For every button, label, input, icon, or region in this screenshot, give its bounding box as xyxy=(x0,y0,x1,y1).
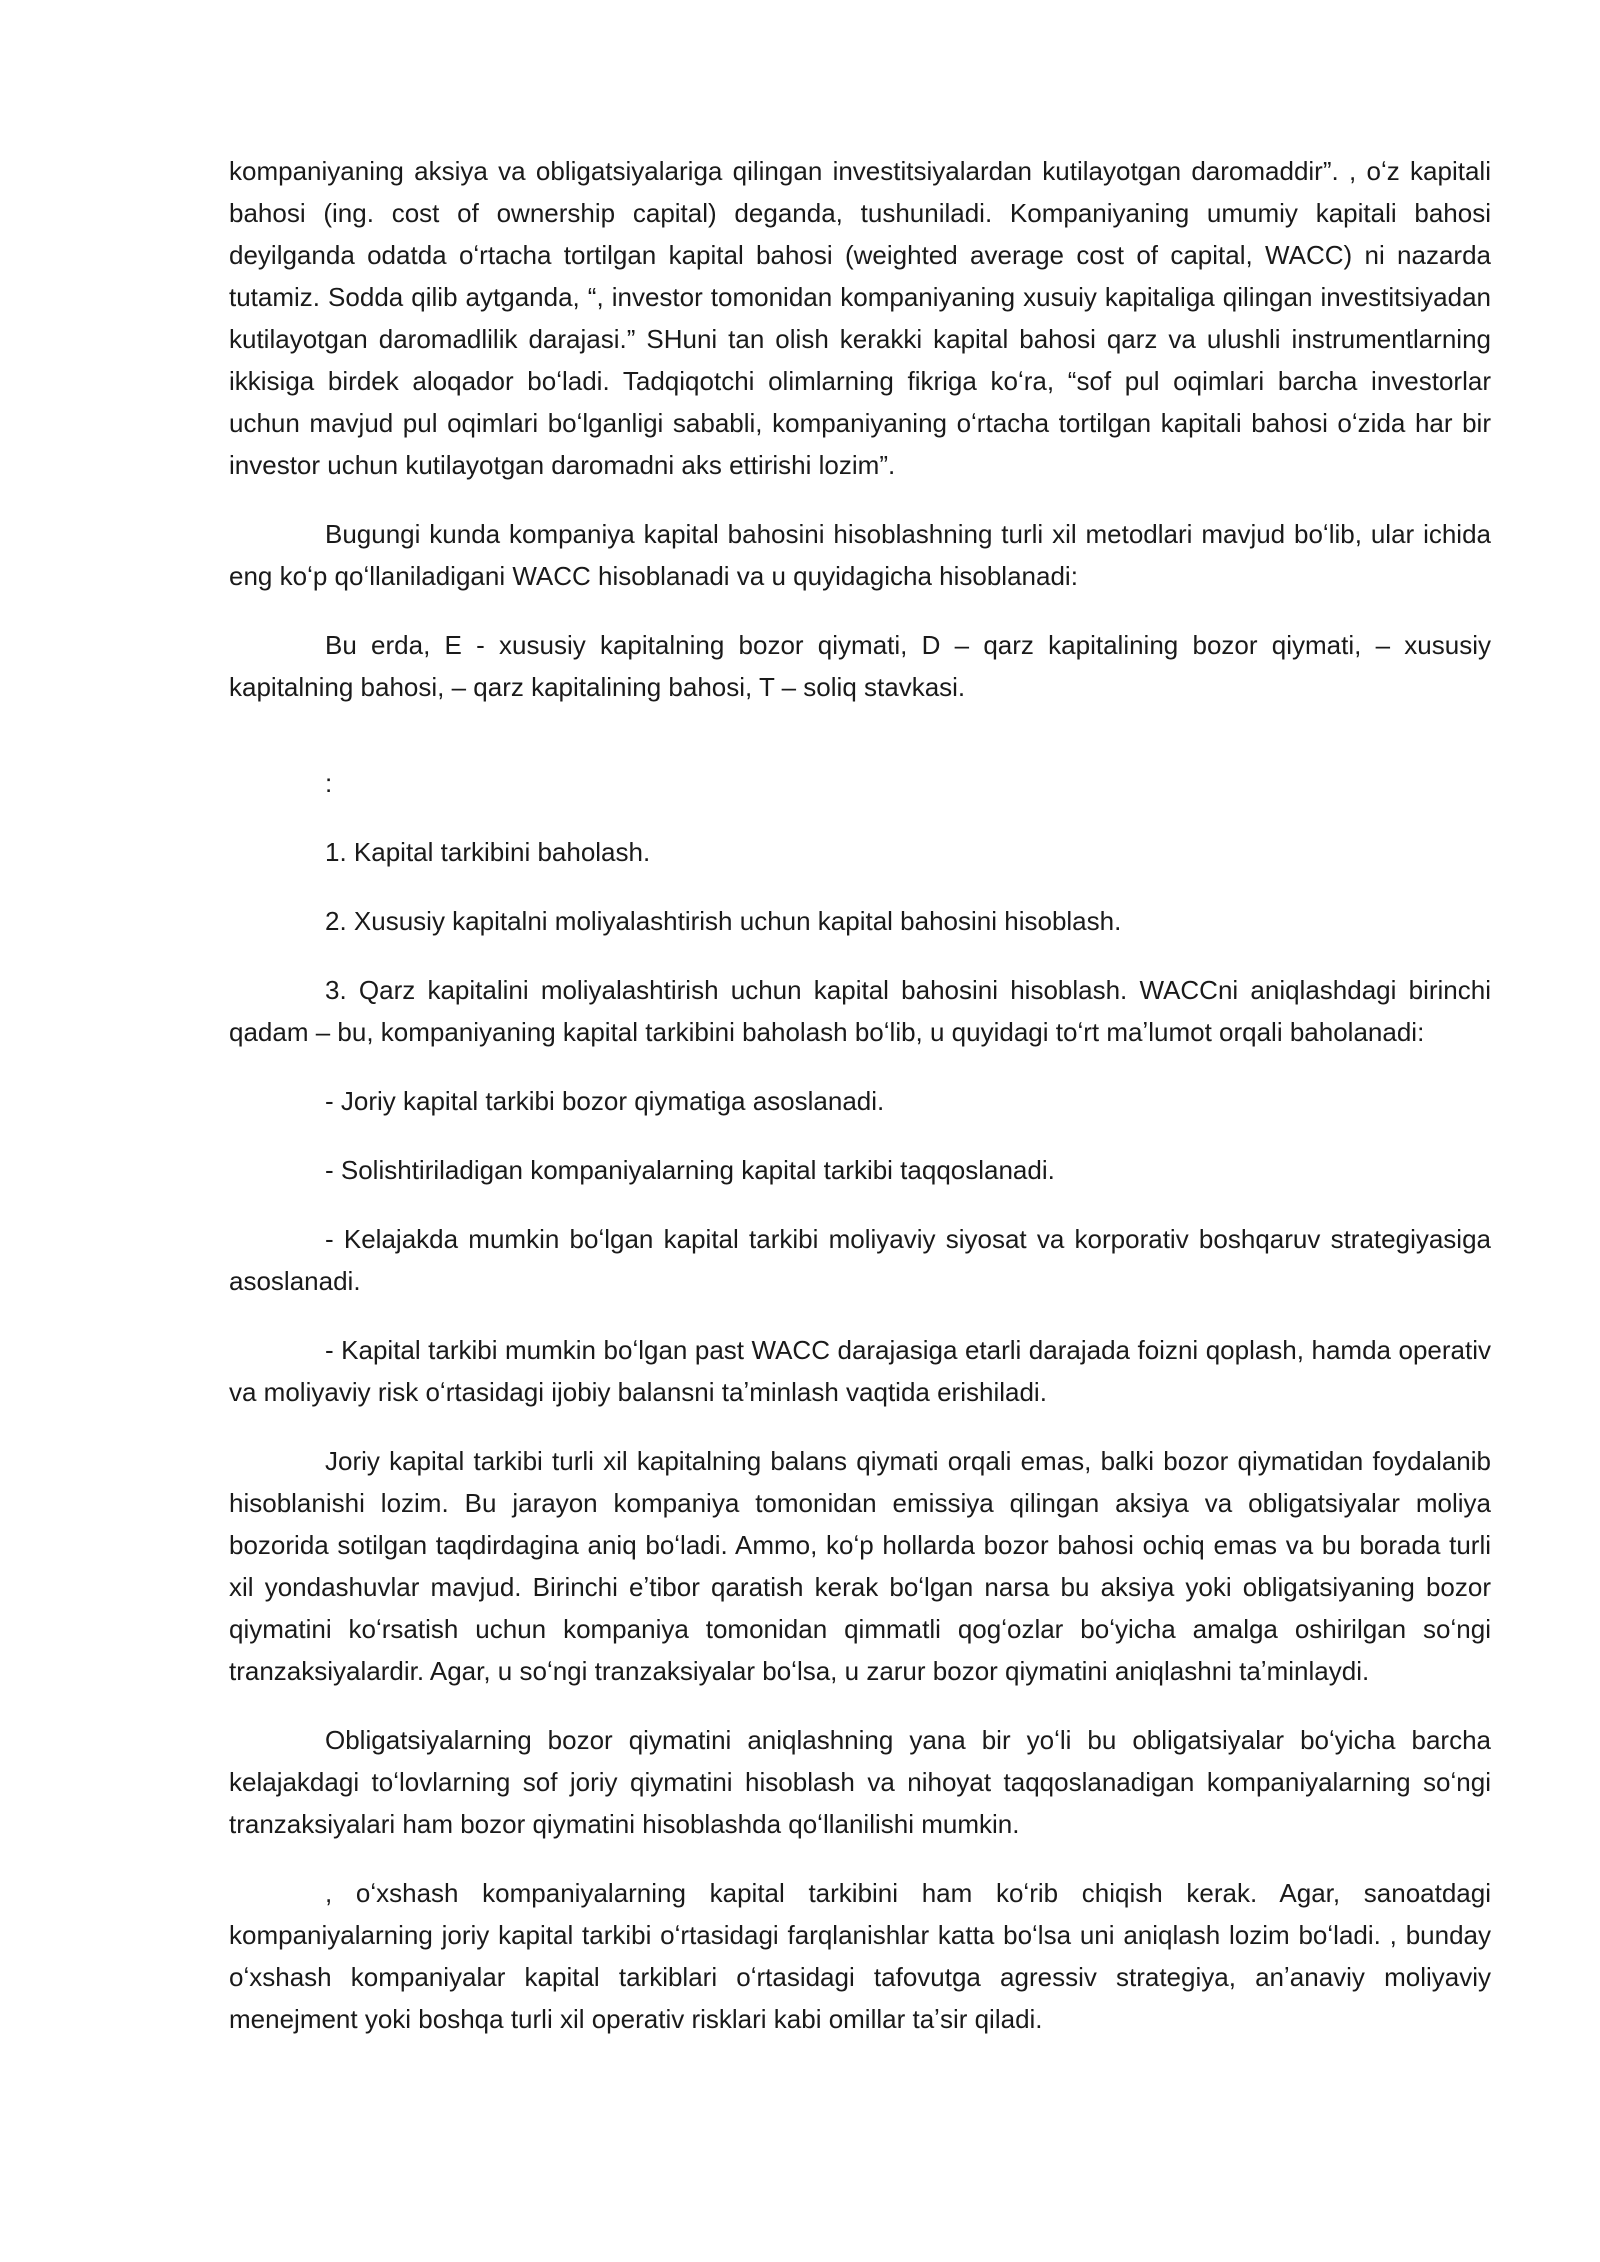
paragraph-3: Bu erda, E - xususiy kapitalning bozor qiymati, D – qarz kapitalining bozor qiymati, – xususiy kapitalning bahosi, – qarz kapitalining bahosi, T – soliq stavkasi. xyxy=(229,630,1491,702)
list-item-3: 3. Qarz kapitalini moliyalashtirish uchun kapital bahosini hisoblash. WACCni aniqlashdagi birinchi qadam – bu, kompaniyaning kapital tarkibini baholash boʻlib, u quyidagi toʻrt maʼlumot orqali baholanadi: xyxy=(229,975,1491,1047)
bullet-item-2: - Solishtiriladigan kompaniyalarning kapital tarkibi taqqoslanadi. xyxy=(325,1155,1055,1185)
bullet-item-4: - Kapital tarkibi mumkin boʻlgan past WACC darajasiga etarli darajada foizni qoplash, hamda operativ va moliyaviy risk oʻrtasidagi ijobiy balansni taʼminlash vaqtida erishiladi. xyxy=(229,1335,1491,1407)
paragraph-1: kompaniyaning aksiya va obligatsiyalariga qilingan investitsiyalardan kutilayotgan daromaddir”. , oʻz kapitali bahosi (ing. cost of ownership capital) deganda, tushuniladi. Kompaniyaning umumiy kapitali bahosi deyilganda odatda oʻrtacha tortilgan kapital bahosi (weighted average cost of capital, WACC) ni nazarda tutamiz. Sodda qilib aytganda, “, investor tomonidan kompaniyaning xusuiy kapitaliga qilingan investitsiyadan kutilayotgan daromadlilik darajasi.” SHuni tan olish kerakki kapital bahosi qarz va ulushli instrumentlarning ikkisiga birdek aloqador boʻladi. Tadqiqotchi olimlarning fikriga koʻra, “sof pul oqimlari barcha investorlar uchun mavjud pul oqimlari boʻlganligi sababli, kompaniyaning oʻrtacha tortilgan kapitali bahosi oʻzida har bir investor uchun kutilayotgan daromadni aks ettirishi lozim”. xyxy=(229,156,1491,480)
paragraph-6: Obligatsiyalarning bozor qiymatini aniqlashning yana bir yoʻli bu obligatsiyalar boʻyicha barcha kelajakdagi toʻlovlarning sof joriy qiymatini hisoblash va nihoyat taqqoslanadigan kompaniyalarning soʻngi tranzaksiyalari ham bozor qiymatini hisoblashda qoʻllanilishi mumkin. xyxy=(229,1725,1491,1839)
paragraph-2: Bugungi kunda kompaniya kapital bahosini hisoblashning turli xil metodlari mavjud boʻlib, ular ichida eng koʻp qoʻllaniladigani WACC hisoblanadi va u quyidagicha hisoblanadi: xyxy=(229,519,1491,591)
paragraph-5: Joriy kapital tarkibi turli xil kapitalning balans qiymati orqali emas, balki bozor qiymatidan foydalanib hisoblanishi lozim. Bu jarayon kompaniya tomonidan emissiya qilingan aksiya va obligatsiyalar moliya bozorida sotilgan taqdirdagina aniq boʻladi. Ammo, koʻp hollarda bozor bahosi ochiq emas va bu borada turli xil yondashuvlar mavjud. Birinchi eʼtibor qaratish kerak boʻlgan narsa bu aksiya yoki obligatsiyaning bozor qiymatini koʻrsatish uchun kompaniya tomonidan qimmatli qogʻozlar boʻyicha amalga oshirilgan soʻngi tranzaksiyalardir. Agar, u soʻngi tranzaksiyalar boʻlsa, u zarur bozor qiymatini aniqlashni taʼminlaydi. xyxy=(229,1446,1491,1686)
bullet-item-1: - Joriy kapital tarkibi bozor qiymatiga asoslanadi. xyxy=(325,1086,885,1116)
bullet-item-3: - Kelajakda mumkin boʻlgan kapital tarkibi moliyaviy siyosat va korporativ boshqaruv strategiyasiga asoslanadi. xyxy=(229,1224,1491,1296)
paragraph-4: : xyxy=(325,768,333,798)
paragraph-7: , oʻxshash kompaniyalarning kapital tarkibini ham koʻrib chiqish kerak. Agar, sanoatdagi kompaniyalarning joriy kapital tarkibi oʻrtasidagi farqlanishlar katta boʻlsa uni aniqlash lozim boʻladi. , bunday oʻxshash kompaniyalar kapital tarkiblari oʻrtasidagi tafovutga agressiv strategiya, anʼanaviy moliyaviy menejment yoki boshqa turli xil operativ risklari kabi omillar taʼsir qiladi. xyxy=(229,1878,1491,2034)
list-item-1: 1. Kapital tarkibini baholash. xyxy=(325,837,651,867)
list-item-2: 2. Xususiy kapitalni moliyalashtirish uchun kapital bahosini hisoblash. xyxy=(325,906,1122,936)
document-body xyxy=(229,150,1491,2067)
